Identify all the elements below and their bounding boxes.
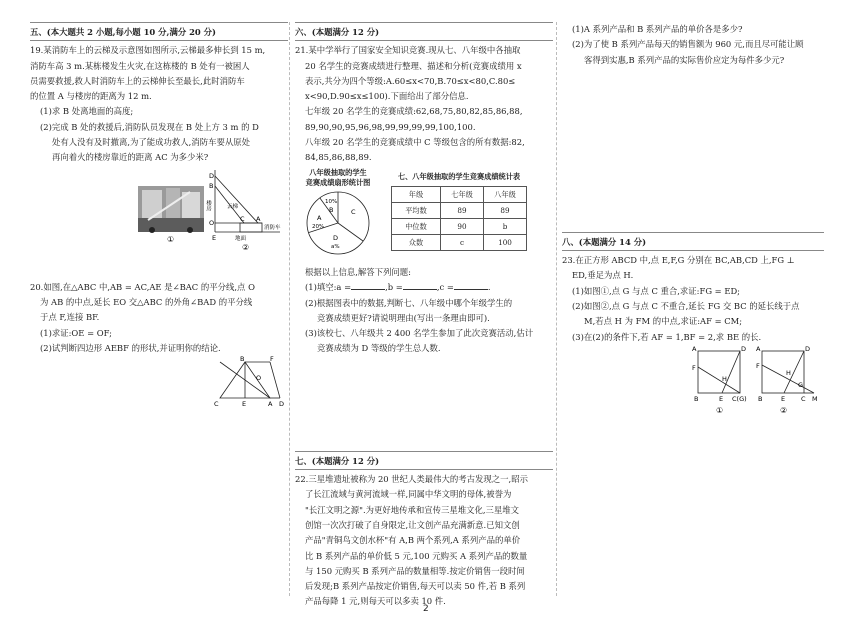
section-8-heading: 八、(本题满分 14 分) [562, 236, 647, 247]
q22-line: "长江文明之源".为更好地传承和宣传三星堆文化,三星堆文 [305, 504, 520, 515]
table-cell: 90 [441, 218, 484, 234]
label-H: H [722, 374, 727, 383]
section-rule [30, 22, 288, 23]
label-ladder: 云梯 [227, 203, 239, 210]
pie-label-a-pct: a% [331, 243, 340, 250]
answer-blank-b[interactable] [403, 280, 437, 290]
q19-sub1: (1)求 B 处离地面的高度; [40, 106, 134, 117]
question-22 [295, 472, 553, 610]
pie-title-line: 竞赛成绩扇形统计图 [305, 177, 371, 187]
q21-line: 89,90,90,95,96,98,99,99,99,99,100,100. [305, 121, 476, 132]
section-rule [295, 469, 553, 470]
q23-sub2-line: (2)如图②,点 G 与点 C 不重合,延长 FG 交 BC 的延长线于点 [572, 301, 800, 312]
fig-label-2: ② [242, 242, 250, 252]
q21-sub1-b: ,b = [385, 282, 403, 293]
q20-sub2: (2)试判断四边形 AEBF 的形状,并证明你的结论. [40, 342, 221, 353]
label-D: D [805, 344, 811, 353]
fire-truck-photo [138, 186, 204, 233]
table-cell: 100 [484, 234, 527, 250]
q23-line: 23.在正方形 ABCD 中,点 E,F,G 分别在 BC,AB,CD 上,FG ⊥ [562, 255, 795, 266]
label-G: G [798, 380, 804, 389]
pie-chart [295, 188, 381, 258]
answer-blank-c[interactable] [454, 280, 488, 290]
label-E: E [719, 394, 724, 403]
stats-table [391, 186, 527, 251]
question-19 [30, 43, 288, 285]
column-divider-1 [289, 22, 290, 596]
q23-sub2-line: M,若点 H 为 FM 的中点,求证:AF = CM; [584, 316, 743, 327]
square-figure-1 [698, 351, 740, 393]
fig-label-1: ① [716, 405, 724, 415]
q20-line: 20.如图,在△ABC 中,AB = AC,AE 是∠BAC 的平分线,点 O [30, 281, 255, 292]
label-E: E [781, 394, 786, 403]
column-divider-2 [556, 22, 557, 596]
label-O: O [256, 374, 262, 383]
table-cell: 89 [484, 202, 527, 218]
column-2 [295, 22, 553, 610]
table-header-row [392, 186, 527, 202]
label-C-G: C(G) [732, 394, 747, 403]
q22-sub2-line: (2)为了使 B 系列产品每天的销售额为 960 元,而且尽可能让顾 [572, 39, 804, 50]
table-cell: 中位数 [392, 218, 441, 234]
label-O: O [209, 218, 215, 227]
pie-label-D: D [333, 233, 339, 242]
column-1 [30, 22, 288, 408]
q21-line: 七年级 20 名学生的竞赛成绩:62,68,75,80,82,85,86,88, [305, 106, 523, 117]
question-23 [562, 253, 824, 421]
q21-figures [295, 168, 553, 263]
label-B: B [758, 394, 763, 403]
label-F: F [756, 361, 760, 370]
q19-line: 消防车高 3 m.某栋楼发生火灾,在这栋楼的 B 处有一被困人 [30, 60, 250, 71]
q21-line: 表示,共分为四个等级:A.60≤x<70,B.70≤x<80,C.80≤ [305, 75, 516, 86]
pie-label-10pct: 10% [325, 198, 338, 205]
label-C: C [214, 400, 219, 409]
q22-line: 产品"青铜鸟文创水杯"有 A,B 两个系列,A 系列产品的单价 [305, 535, 521, 546]
fig-label-2: ② [780, 405, 788, 415]
q21-sub2-line: (2)根据图表中的数据,判断七、八年级中哪个年级学生的 [305, 297, 513, 308]
pie-label-B: B [329, 205, 334, 214]
label-A: A [756, 344, 761, 353]
label-F: F [270, 356, 274, 364]
label-fire-truck: 消防车 [264, 224, 281, 231]
section-rule [30, 40, 288, 41]
q19-sub2-line: 再向着火的楼房靠近的距离 AC 为多少米? [52, 152, 209, 163]
answer-space [562, 68, 824, 232]
q19-line: 的位置 A 与楼房的距离为 12 m. [30, 91, 152, 102]
q20-line: 为 AB 的中点,延长 EO 交△ABC 的外角∠BAD 的平分线 [40, 296, 253, 307]
label-A: A [268, 400, 273, 409]
q21-line: 84,85,86,88,89. [305, 152, 372, 163]
table-header-cell: 八年级 [484, 186, 527, 202]
label-E: E [212, 233, 217, 242]
label-H: H [786, 368, 791, 377]
answer-space [295, 357, 553, 451]
q19-figure [30, 166, 288, 286]
q19-sub2-line: 处有人没有及时撤离,为了能成功救人,消防车要从原处 [52, 137, 250, 148]
table-header-cell: 七年级 [441, 186, 484, 202]
table-title: 七、八年级抽取的学生竞赛成绩统计表 [397, 171, 521, 181]
q21-sub3-line: 竞赛成绩为 D 等级的学生总人数. [317, 343, 441, 354]
q21-after: 根据以上信息,解答下列问题: [305, 266, 411, 277]
q21-sub2-line: 竞赛成绩更好?请说明理由(写出一条理由即可). [317, 312, 490, 323]
q21-sub3-line: (3)该校七、八年级共 2 400 名学生参加了此次竞赛活动,估计 [305, 328, 534, 339]
label-B: B [240, 356, 245, 364]
q21-line: 八年级 20 名学生的竞赛成绩中 C 等级包含的所有数据:82, [305, 137, 525, 148]
q21-sub1-a: (1)填空:a = [305, 282, 352, 293]
pie-label-A: A [317, 213, 322, 222]
q20-figure [30, 356, 288, 408]
q19-line: 员需要救援,救人时消防车上的云梯伸长至最长,此时消防车 [30, 75, 245, 86]
section-rule [295, 22, 553, 23]
q23-sub3: (3)在(2)的条件下,若 AF = 1,BF = 2,求 BE 的长. [572, 331, 762, 342]
fig-label-1: ① [167, 234, 175, 244]
pie-label-20pct: 20% [312, 223, 325, 230]
q22-line: 22.三星堆遗址被称为 20 世纪人类最伟大的考古发现之一,昭示 [295, 474, 528, 485]
q23-sub1: (1)如图①,点 G 与点 C 重合,求证:FG = ED; [572, 285, 740, 296]
q22-line: 产品每降 1 元,则每天可以多卖 10 件. [305, 596, 446, 607]
label-ground: 地面 [235, 235, 247, 242]
q19-sub2-line: (2)完成 B 处的救援后,消防队员发现在 B 处上方 3 m 的 D [40, 121, 259, 132]
question-20 [30, 280, 288, 408]
label-D: D [209, 171, 215, 180]
table-header-cell: 年级 [392, 186, 441, 202]
q22-line: 比 B 系列产品的单价低 5 元,100 元购买 A 系列产品的数量 [305, 550, 528, 561]
q23-figure [562, 345, 824, 421]
table-cell: b [484, 218, 527, 234]
q22-sub1: (1)A 系列产品和 B 系列产品的单价各是多少? [572, 24, 743, 34]
pie-title-line: 八年级抽取的学生 [309, 167, 367, 177]
q21-line: 20 名学生的竞赛成绩进行整理、描述和分析(竞赛成绩用 x [305, 60, 522, 71]
q21-sub1-c: ,c = [436, 282, 454, 293]
table-cell: 89 [441, 202, 484, 218]
label-E: E [242, 400, 247, 409]
q22-line: 后发现;B 系列产品按定价销售,每天可以卖 50 件,若 B 系列 [305, 581, 526, 592]
q19-line: 19.某消防车上的云梯及示意图如图所示,云梯最多伸长到 15 m, [30, 45, 266, 56]
section-5-heading: 五、(本大题共 2 小题,每小题 10 分,满分 20 分) [30, 27, 217, 37]
column-3 [562, 22, 824, 421]
label-D: D [279, 400, 285, 409]
label-A: A [256, 214, 261, 223]
section-rule [562, 232, 824, 233]
label-B: B [694, 394, 699, 403]
label-D: D [741, 344, 747, 353]
q23-line: ED,垂足为点 H. [572, 270, 634, 281]
table-row [392, 234, 527, 250]
q21-sub1-end: . [487, 282, 491, 293]
label-B: B [209, 181, 214, 190]
q21-line: x<90,D.90≤x≤100).下面给出了部分信息. [305, 91, 469, 102]
label-C: C [240, 214, 245, 223]
section-6-heading: 六、(本题满分 12 分) [295, 27, 380, 37]
table-cell: 众数 [392, 234, 441, 250]
q21-sub1 [295, 280, 553, 295]
label-C: C [801, 394, 806, 403]
pie-label-C: C [351, 207, 356, 216]
q20-sub1: (1)求证:OE = OF; [40, 327, 112, 338]
q22-line: 创馆一次次打破了自身限定,让文创产品充满新意.已知文创 [305, 519, 520, 530]
section-rule [562, 250, 824, 251]
q22-sub2-line: 客得到实惠,B 系列产品的实际售价应定为每件多少元? [584, 54, 785, 65]
answer-blank-a[interactable] [351, 280, 385, 290]
q21-line: 21.某中学举行了国家安全知识竞赛.现从七、八年级中各抽取 [295, 45, 521, 56]
question-21 [295, 43, 553, 356]
section-rule [295, 451, 553, 452]
q22-line: 与 150 元购买 B 系列产品的数量相等.按定价销售一段时间 [305, 565, 525, 576]
section-7-heading: 七、(本题满分 12 分) [295, 455, 380, 466]
ladder-diagram [215, 170, 280, 232]
table-row [392, 218, 527, 234]
label-A: A [692, 344, 697, 353]
label-building: 楼房 [205, 199, 211, 211]
q22-line: 了长江流域与黄河流域一样,同属中华文明的母体,被誉为 [305, 489, 512, 500]
label-F: F [692, 363, 696, 372]
table-row [392, 202, 527, 218]
page-number: 2 [423, 604, 429, 614]
q20-line: 于点 F,连接 BF. [40, 312, 100, 323]
section-rule [295, 40, 553, 41]
table-cell: 平均数 [392, 202, 441, 218]
pie-chart-block [295, 168, 381, 263]
label-M: M [812, 394, 818, 403]
stats-table-block [391, 168, 527, 263]
table-cell: c [441, 234, 484, 250]
